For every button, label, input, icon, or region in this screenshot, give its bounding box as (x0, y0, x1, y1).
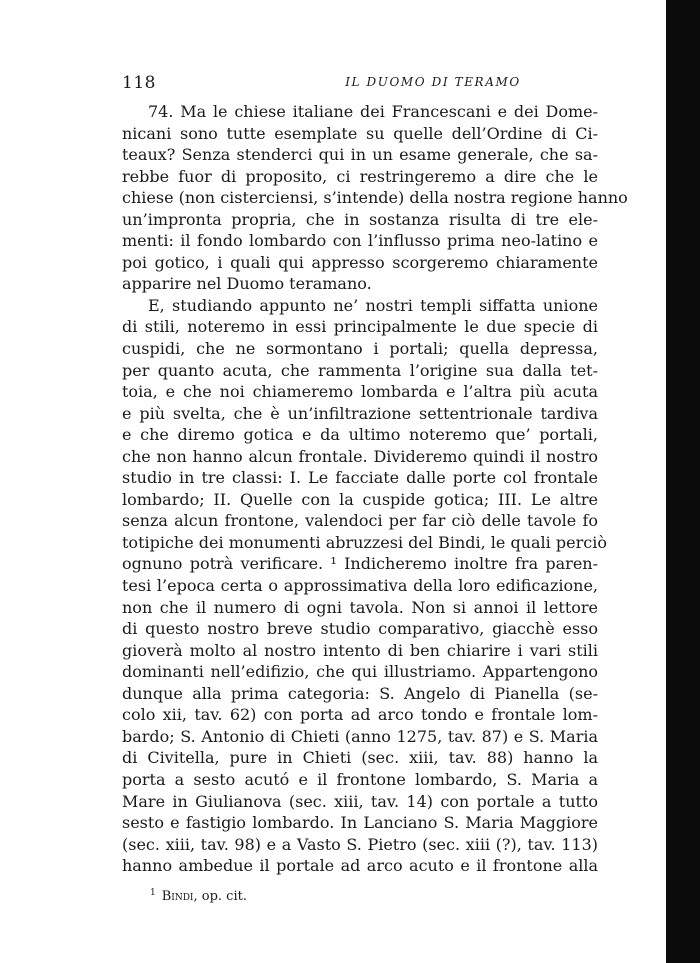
text-line: studio in tre classi: I. Le facciate dalle porte col frontale (122, 468, 598, 488)
text-line: di stili, noteremo in essi principalmente le due specie di (122, 317, 598, 337)
text-line: Mare in Giulianova (sec. xiii, tav. 14) con portale a tutto (122, 791, 598, 811)
text-line: di questo nostro breve studio comparativo, giacchè esso (122, 619, 598, 639)
paragraph-74 (122, 101, 628, 295)
text-line: teaux? Senza stenderci qui in un esame generale, che sa- (122, 145, 598, 165)
text-line: per quanto acuta, che rammenta l’origine sua dalla tet- (122, 360, 598, 380)
text-line: ognuno potrà verificare. ¹ Indicheremo inoltre fra paren- (122, 554, 598, 574)
text-line: lombardo; II. Quelle con la cuspide gotica; III. Le altre (122, 489, 598, 509)
text-line: porta a sesto acutó e il frontone lombardo, S. Maria a (122, 769, 598, 789)
text-line: un’impronta propria, che in sostanza risulta di tre ele- (122, 209, 598, 229)
text-line: non che il numero di ogni tavola. Non si annoi il lettore (122, 597, 598, 617)
text-line: sesto e fastigio lombardo. In Lanciano S. Maria Maggiore (122, 813, 598, 833)
text-line: dominanti nell’edifizio, che qui illustriamo. Appartengono (122, 662, 598, 682)
page-number: 118 (122, 73, 156, 93)
text-line: tesi l’epoca certa o approssimativa della loro edificazione, (122, 576, 598, 596)
text-line: chiese (non cisterciensi, s’intende) della nostra regione hanno (122, 188, 628, 208)
text-line: bardo; S. Antonio di Chieti (anno 1275, tav. 87) e S. Maria (122, 726, 598, 746)
footnote-author: Bindi (161, 889, 194, 904)
footnote (150, 888, 247, 904)
running-head: IL DUOMO DI TERAMO (345, 75, 521, 89)
text-line: (sec. xiii, tav. 98) e a Vasto S. Pietro (sec. xiii (?), tav. 113) (122, 834, 598, 854)
footnote-marker: 1 (150, 888, 156, 898)
text-line: che non hanno alcun frontale. Divideremo quindi il nostro (122, 446, 598, 466)
text-line: 74. Ma le chiese italiane dei Francescani e dei Dome- (148, 102, 598, 121)
text-line: poi gotico, i quali qui appresso scorgeremo chiaramente (122, 252, 598, 272)
body-text (122, 101, 628, 877)
paragraph-studio (122, 295, 607, 877)
footnote-text: , op. cit. (193, 889, 247, 904)
text-line: E, studiando appunto ne’ nostri templi siffatta unione (148, 295, 598, 315)
text-line: colo xii, tav. 62) con porta ad arco tondo e frontale lom- (122, 705, 598, 725)
text-line: cuspidi, che ne sormontano i portali; quella depressa, (122, 339, 598, 359)
scan-dark-edge (666, 0, 700, 963)
text-line: e più svelta, che è un’infiltrazione settentrionale tardiva (122, 403, 598, 423)
text-line: hanno ambedue il portale ad arco acuto e il frontone alla (122, 856, 598, 876)
text-line: nicani sono tutte esemplate su quelle dell’Ordine di Ci- (122, 123, 598, 143)
text-line: rebbe fuor di proposito, ci restringeremo a dire che le (122, 166, 598, 186)
text-line: totipiche dei monumenti abruzzesi del Bindi, le quali perciò (122, 532, 607, 552)
text-line: di Civitella, pure in Chieti (sec. xiii, tav. 88) hanno la (122, 748, 598, 768)
text-line: e che diremo gotica e da ultimo noteremo que’ portali, (122, 425, 598, 445)
text-line: apparire nel Duomo teramano. (122, 274, 372, 294)
text-line: gioverà molto al nostro intento di ben chiarire i vari stili (122, 640, 598, 660)
text-line: senza alcun frontone, valendoci per far ciò delle tavole fo (122, 511, 598, 531)
text-line: toia, e che noi chiameremo lombarda e l’altra più acuta (122, 382, 598, 402)
page-header (122, 73, 594, 95)
text-line: dunque alla prima categoria: S. Angelo di Pianella (se- (122, 683, 598, 703)
text-line: menti: il fondo lombardo con l’influsso prima neo-latino e (122, 231, 598, 251)
